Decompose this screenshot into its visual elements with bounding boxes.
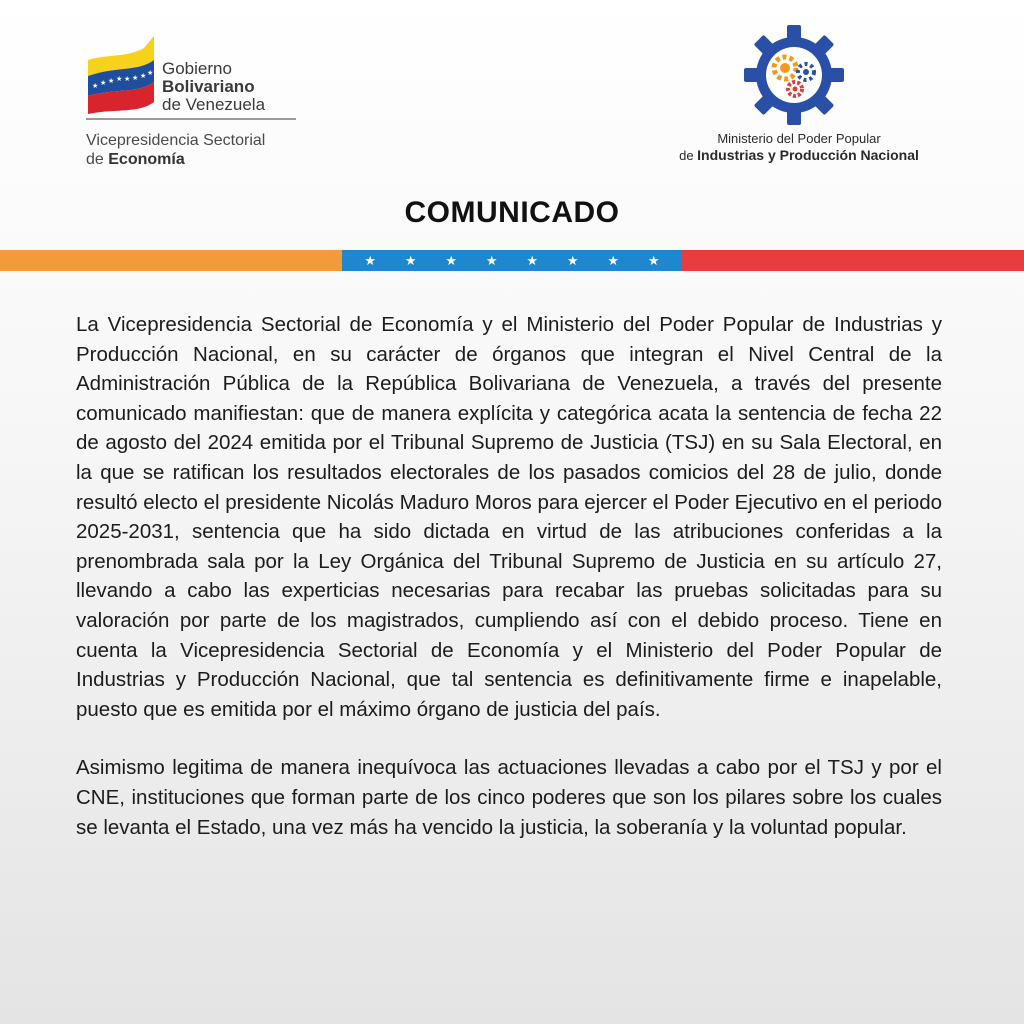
star-icon: ★ bbox=[404, 252, 417, 268]
ministry-line-2-bold: Industrias y Producción Nacional bbox=[697, 147, 919, 163]
band-orange bbox=[0, 250, 342, 271]
page-title: COMUNICADO bbox=[404, 196, 620, 229]
svg-text:★: ★ bbox=[147, 69, 154, 77]
band-blue-stars bbox=[342, 250, 682, 271]
star-icon: ★ bbox=[566, 252, 579, 268]
star-icon: ★ bbox=[364, 252, 377, 268]
gobierno-bolivariano-logo bbox=[86, 34, 316, 174]
vicepresidencia-text bbox=[86, 131, 265, 169]
ministerio-text bbox=[655, 131, 943, 164]
star-icon: ★ bbox=[607, 252, 620, 268]
vice-line-2-bold: Economía bbox=[108, 151, 185, 168]
star-icon: ★ bbox=[445, 252, 458, 268]
star-icon: ★ bbox=[526, 252, 539, 268]
gear-icon bbox=[743, 24, 845, 126]
star-icon: ★ bbox=[647, 252, 660, 268]
gov-line-1: Gobierno bbox=[162, 59, 232, 78]
svg-text:★: ★ bbox=[100, 79, 107, 87]
svg-text:★: ★ bbox=[92, 82, 99, 90]
ministerio-logo bbox=[655, 24, 945, 174]
vice-line-1: Vicepresidencia Sectorial bbox=[86, 132, 266, 149]
venezuela-flag-icon bbox=[86, 34, 160, 114]
vice-line-2-prefix: de bbox=[86, 151, 109, 168]
ministry-line-2-prefix: de bbox=[679, 148, 698, 163]
svg-text:★: ★ bbox=[124, 75, 131, 83]
logo-divider bbox=[86, 118, 296, 120]
communique-body bbox=[76, 310, 942, 871]
gobierno-text bbox=[162, 60, 265, 114]
svg-text:★: ★ bbox=[132, 74, 139, 82]
paragraph-2: Asimismo legitima de manera inequívoca las actuaciones llevadas a cabo por el TSJ y por el CNE, instituciones que forman parte de los cinco poderes que son los pilares sobre los cuales se levanta el Estado, una vez más ha vencido la justicia, la soberanía y la voluntad popular. bbox=[76, 756, 942, 839]
svg-text:★: ★ bbox=[140, 72, 147, 80]
svg-text:★: ★ bbox=[108, 77, 115, 85]
gov-line-2: Bolivariano bbox=[162, 77, 255, 96]
gov-line-3: de Venezuela bbox=[162, 95, 266, 114]
ministry-line-1: Ministerio del Poder Popular bbox=[717, 131, 881, 146]
star-icon: ★ bbox=[485, 252, 498, 268]
band-red bbox=[682, 250, 1024, 271]
paragraph-1: La Vicepresidencia Sectorial de Economía y el Ministerio del Poder Popular de Industrias y Producción Nacional, en su carácter de órganos que integran el Nivel Central de la Administración Pública de la República Bolivariana de Venezuela, a través del presente comunicado manifiestan: que de manera explícita y categórica acata la sentencia de fecha 22 de agosto del 2024 emitida por el Tribunal Supremo de Justicia (TSJ) en su Sala Electoral, en la que se ratifican los resultados electorales de los pasados comicios del 28 de julio, donde resultó electo el presidente Nicolás Maduro Moros para ejercer el Poder Ejecutivo en el periodo 2025-2031, sentencia que ha sido dictada en virtud de las atribuciones conferidas a la prenombrada sala por la Ley Orgánica del Tribunal Supremo de Justicia en su artículo 27, llevando a cabo las experticias necesarias para recabar las pruebas solicitadas para su valoración por parte de los magistrados, cumpliendo así con el debido proceso. Tiene en cuenta la Vicepresidencia Sectorial de Economía y el Ministerio del Poder Popular de Industrias y Producción Nacional, que tal sentencia es definitivamente firme e inapelable, puesto que es emitida por el máximo órgano de justicia del país. bbox=[76, 313, 943, 721]
svg-text:★: ★ bbox=[116, 75, 123, 83]
